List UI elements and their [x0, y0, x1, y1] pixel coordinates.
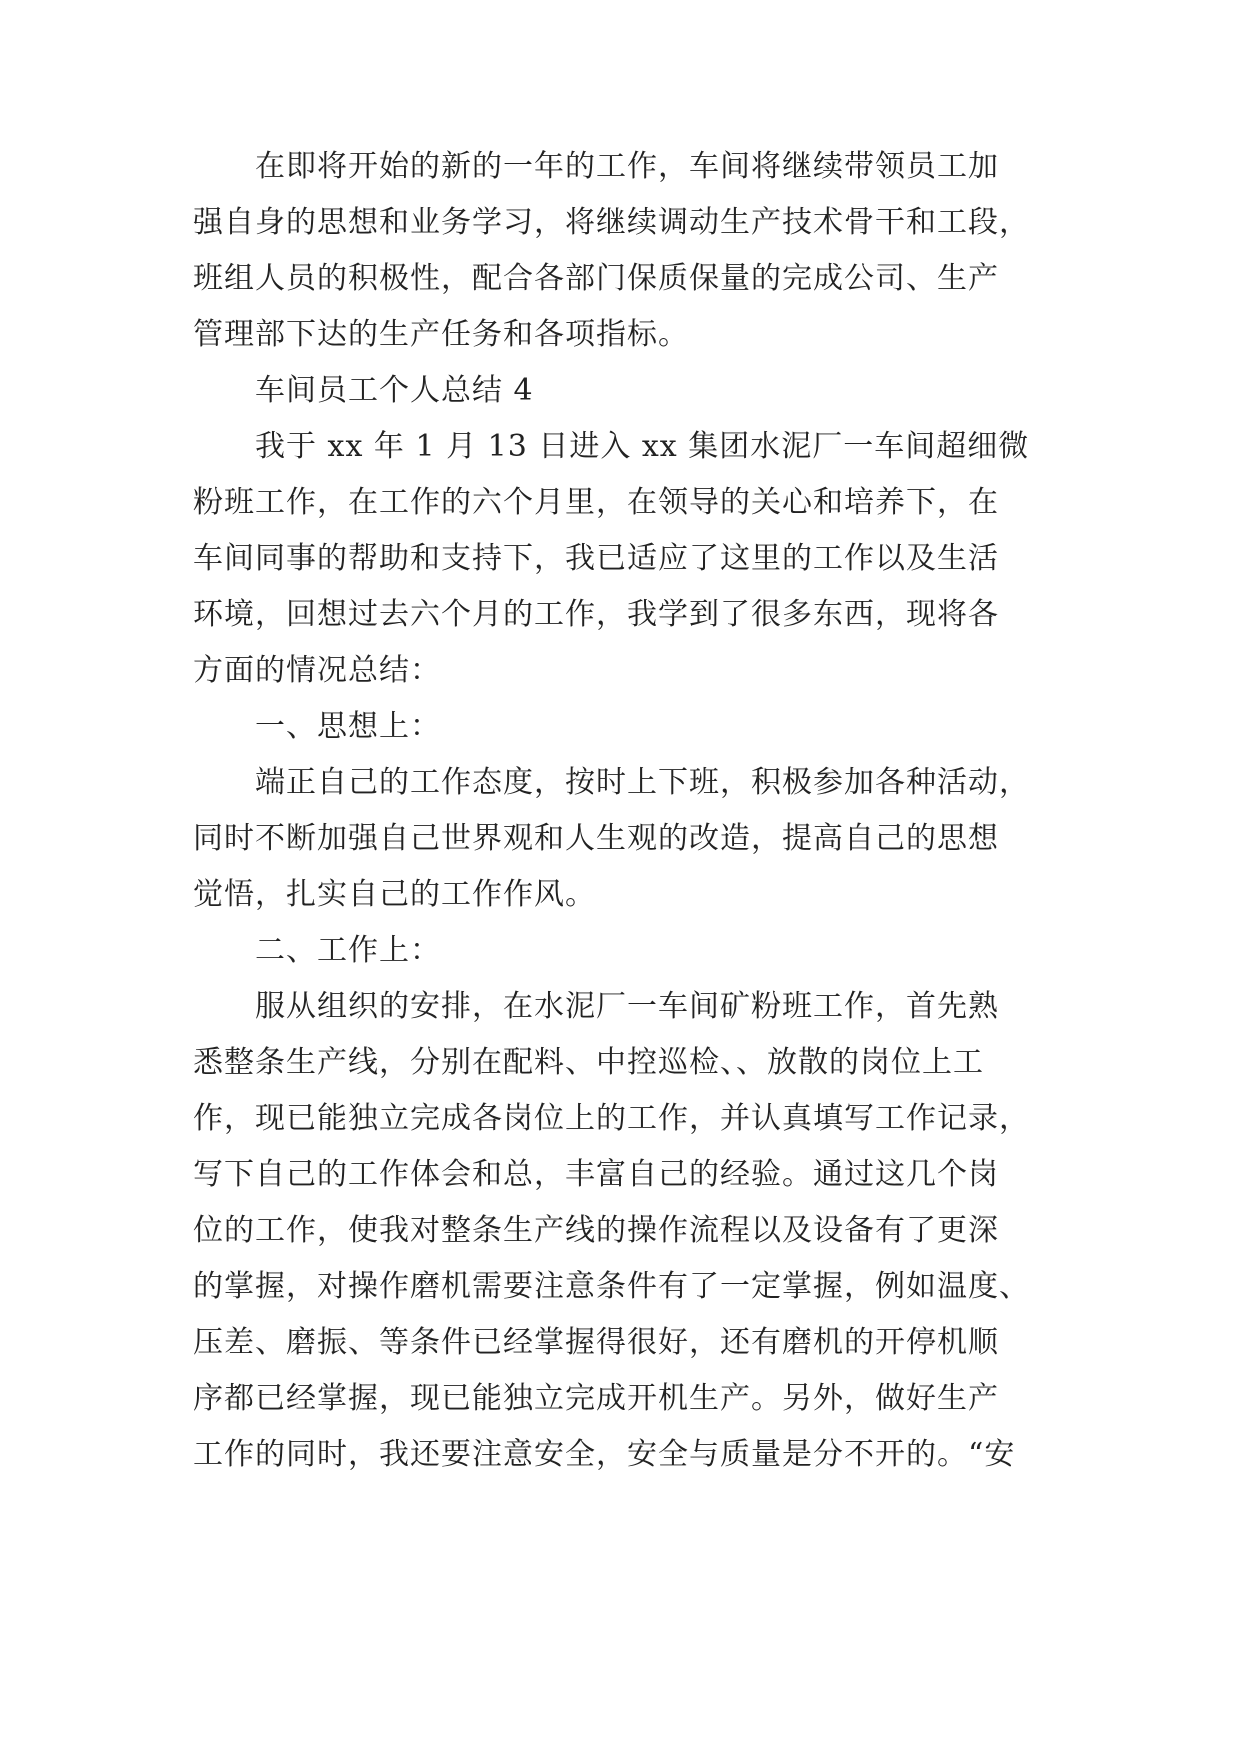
- paragraph-line: 位的工作，使我对整条生产线的操作流程以及设备有了更深: [193, 1213, 999, 1248]
- paragraph-line: 工作的同时，我还要注意安全，安全与质量是分不开的。“安: [193, 1437, 1016, 1472]
- paragraph-line: 环境，回想过去六个月的工作，我学到了很多东西，现将各: [193, 597, 999, 632]
- paragraph-line: 我于 xx 年 1 月 13 日进入 xx 集团水泥厂一车间超细微: [255, 429, 1030, 464]
- paragraph-line: 同时不断加强自己世界观和人生观的改造，提高自己的思想: [193, 821, 999, 856]
- paragraph-line: 班组人员的积极性，配合各部门保质保量的完成公司、生产: [193, 261, 999, 296]
- paragraph-line: 端正自己的工作态度，按时上下班，积极参加各种活动，: [255, 765, 1030, 800]
- section-heading: 车间员工个人总结 4: [255, 373, 534, 408]
- paragraph-line: 方面的情况总结：: [193, 653, 441, 688]
- paragraph-line: 悉整条生产线，分别在配料、中控巡检、、放散的岗位上工: [193, 1045, 984, 1080]
- subsection-heading: 一、思想上：: [255, 709, 441, 744]
- paragraph-line: 服从组织的安排，在水泥厂一车间矿粉班工作，首先熟: [255, 989, 999, 1024]
- paragraph-line: 作，现已能独立完成各岗位上的工作，并认真填写工作记录，: [193, 1101, 1030, 1136]
- paragraph-line: 粉班工作，在工作的六个月里，在领导的关心和培养下，在: [193, 485, 999, 520]
- paragraph-line: 序都已经掌握，现已能独立完成开机生产。另外，做好生产: [193, 1381, 999, 1416]
- paragraph-line: 的掌握，对操作磨机需要注意条件有了一定掌握，例如温度、: [193, 1269, 1030, 1304]
- subsection-heading: 二、工作上：: [255, 933, 441, 968]
- paragraph-line: 车间同事的帮助和支持下，我已适应了这里的工作以及生活: [193, 541, 999, 576]
- paragraph-line: 强自身的思想和业务学习，将继续调动生产技术骨干和工段，: [193, 205, 1030, 240]
- paragraph-line: 在即将开始的新的一年的工作，车间将继续带领员工加: [255, 149, 999, 184]
- paragraph-line: 写下自己的工作体会和总，丰富自己的经验。通过这几个岗: [193, 1157, 999, 1192]
- paragraph-line: 觉悟，扎实自己的工作作风。: [193, 877, 596, 912]
- paragraph-line: 压差、磨振、等条件已经掌握得很好，还有磨机的开停机顺: [193, 1325, 999, 1360]
- paragraph-line: 管理部下达的生产任务和各项指标。: [193, 317, 689, 352]
